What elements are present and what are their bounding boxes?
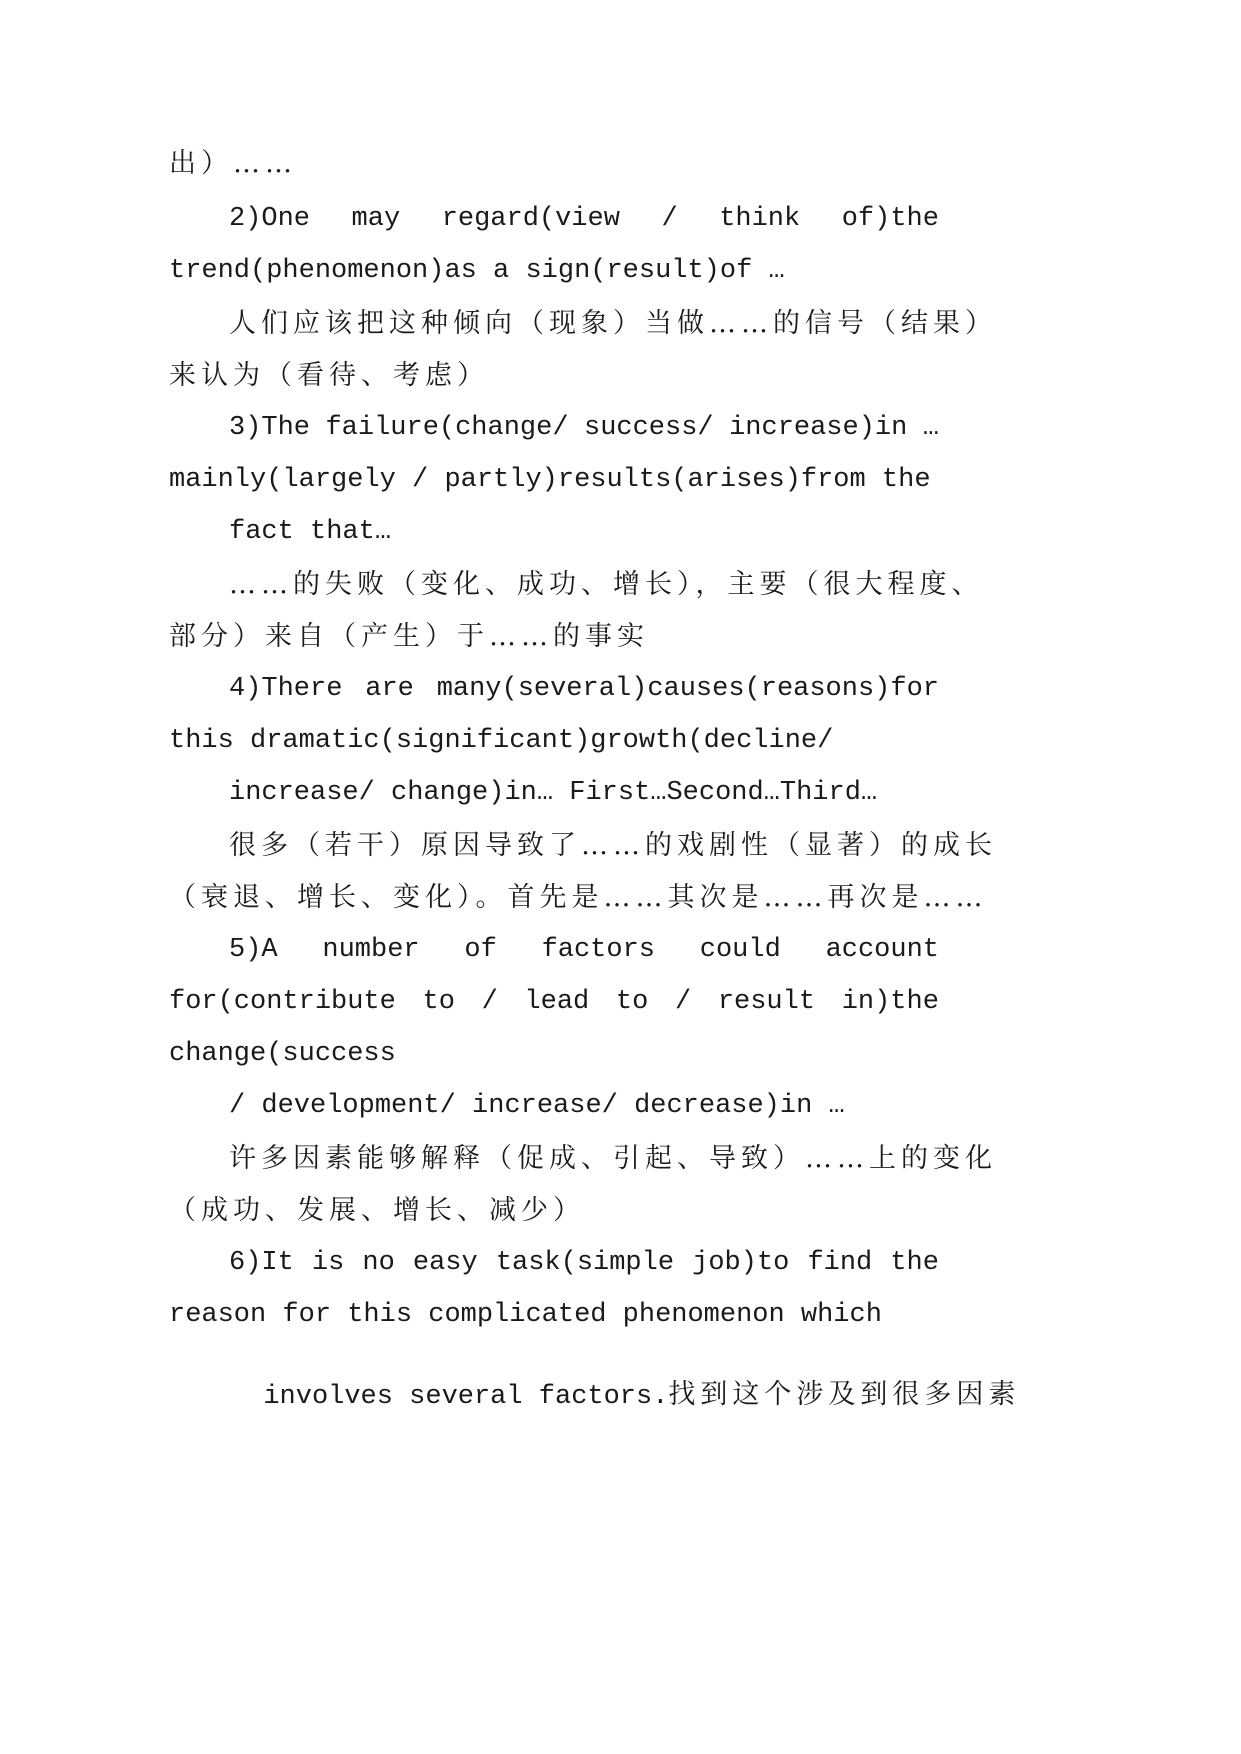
- word: regard(view: [441, 204, 620, 234]
- justified-line: [169, 989, 939, 1016]
- text-line: change(success: [169, 1039, 396, 1069]
- word: many(several)causes(reasons)for: [436, 674, 939, 704]
- word: /: [674, 987, 692, 1017]
- word: failure(change/: [325, 413, 569, 443]
- word: lead: [524, 987, 590, 1017]
- word: …: [922, 413, 939, 443]
- word: to: [615, 987, 649, 1017]
- word: of)the: [841, 204, 939, 234]
- justified-line: [229, 676, 939, 703]
- word: number: [322, 935, 420, 965]
- text-line: 人们应该把这种倾向（现象）当做……的信号（结果）: [229, 308, 997, 339]
- text-line: 来认为（看待、考虑）: [169, 360, 489, 391]
- word: /: [661, 204, 678, 234]
- text-line: 部分）来自（产生）于……的事实: [169, 621, 649, 652]
- word: account: [825, 935, 939, 965]
- word: easy: [412, 1248, 478, 1278]
- text-line: / development/ increase/ decrease)in …: [229, 1091, 845, 1121]
- text-line: 许多因素能够解释（促成、引起、导致）……上的变化: [229, 1143, 997, 1174]
- word: may: [351, 204, 401, 234]
- word: no: [362, 1248, 395, 1278]
- text-line: fact that…: [229, 517, 392, 547]
- text-line: increase/ change)in… First…Second…Third…: [229, 778, 878, 808]
- justified-line: [229, 1250, 939, 1277]
- word: factors: [541, 935, 655, 965]
- word: for(contribute: [169, 987, 396, 1017]
- word: find: [807, 1248, 873, 1278]
- text-line: [229, 1354, 1020, 1438]
- word: increase)in: [729, 413, 908, 443]
- text-line: trend(phenomenon)as a sign(result)of …: [169, 256, 785, 286]
- word: in)the: [841, 987, 939, 1017]
- word: to: [422, 987, 455, 1017]
- text-segment-en: involves several factors.: [263, 1382, 669, 1412]
- word: result: [717, 987, 816, 1017]
- word: is: [311, 1248, 345, 1278]
- text-line: ……的失败（变化、成功、增长），主要（很大程度、: [229, 569, 984, 600]
- word: think: [719, 204, 801, 234]
- text-line: （成功、发展、增长、减少）: [169, 1195, 585, 1226]
- word: 5)A: [229, 935, 278, 965]
- text-line: 出）……: [169, 148, 297, 179]
- word: the: [890, 1248, 939, 1278]
- justified-line: [229, 415, 939, 442]
- word: of: [464, 935, 497, 965]
- text-line: 很多（若干）原因导致了……的戏剧性（显著）的成长: [229, 830, 997, 861]
- word: job)to: [692, 1248, 790, 1278]
- word: 2)One: [229, 204, 311, 234]
- justified-line: [229, 206, 939, 233]
- text-segment-cn: 找到这个涉及到很多因素: [668, 1379, 1021, 1410]
- text-line: mainly(largely / partly)results(arises)from the: [169, 465, 931, 495]
- word: 4)There: [229, 674, 343, 704]
- text-line: （衰退、增长、变化）。首先是……其次是……再次是……: [169, 882, 988, 913]
- word: 6)It: [229, 1248, 294, 1278]
- word: could: [699, 935, 781, 965]
- word: 3)The: [229, 413, 311, 443]
- word: success/: [584, 413, 714, 443]
- word: /: [481, 987, 498, 1017]
- text-line: this dramatic(significant)growth(decline/: [169, 726, 834, 756]
- justified-line: [229, 937, 939, 964]
- word: are: [365, 674, 414, 704]
- text-line: reason for this complicated phenomenon which: [169, 1300, 882, 1330]
- word: task(simple: [495, 1248, 675, 1278]
